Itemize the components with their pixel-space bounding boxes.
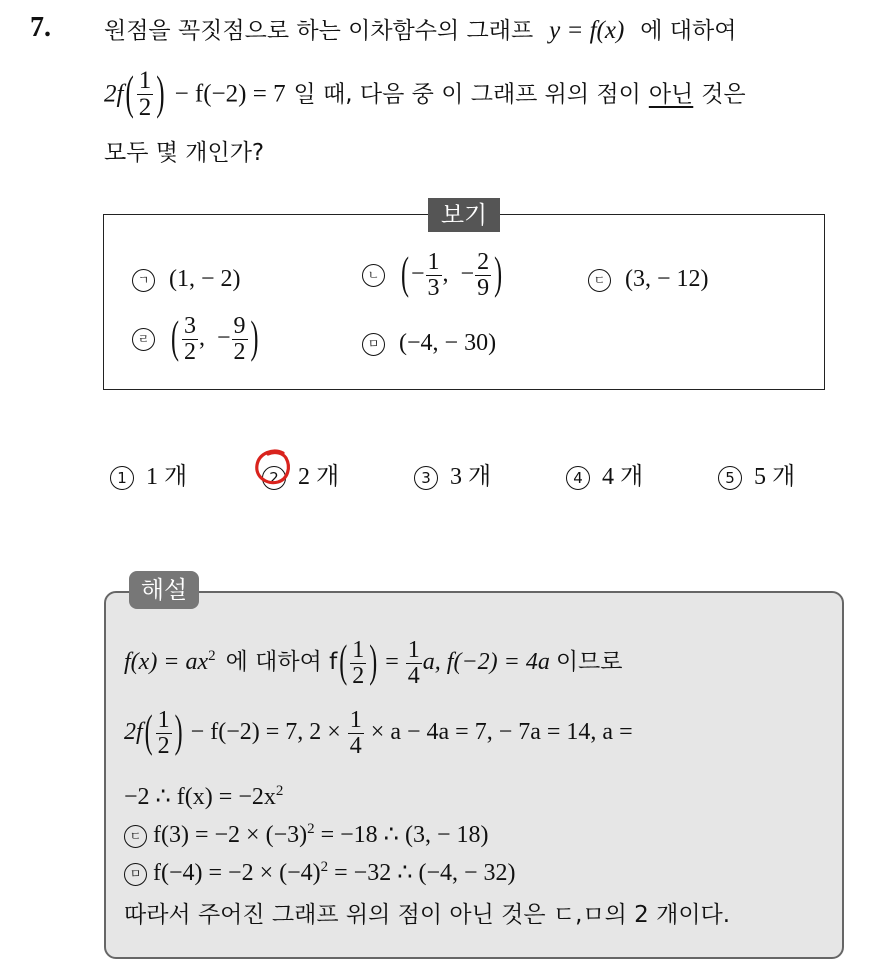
solution-line-2: 2f( $\frac{1}{2}$ ) − f(−2) = 7, 2 × $\frac{1}{4}$ × a − 4a = 7, − 7a = 14, a = (124, 707, 633, 760)
question-line-2: 2f( $\frac{1}{2}$ ) − f(−2) = 7 일 때, 다음 중 이 그래프 위의 점이 아닌 것은 (104, 67, 746, 122)
bogi-item-4: ㄹ ( $\frac{3}{2}$ , − $\frac{9}{2}$ ) (132, 314, 261, 365)
function-expression: y = f(x) (549, 17, 625, 44)
solution-label: 해설 (129, 571, 199, 609)
bogi-item-2: ㄴ (− $\frac{1}{3}$ , − $\frac{2}{9}$ ) (362, 250, 504, 301)
solution-line-4: ㄷ $f(3) = -2 \times (-3)^2 = -18$ ∴ (3, − 18) (124, 820, 488, 849)
question-line-3: 모두 몇 개인가? (104, 140, 265, 166)
choice-5[interactable]: 5 5 개 (718, 456, 795, 491)
solution-line-5: ㅁ $f(-4) = -2 \times (-4)^2 = -32$ ∴ (−4, − 32) (124, 858, 516, 887)
choice-3[interactable]: 3 3 개 (414, 456, 491, 491)
solution-line-6: 따라서 주어진 그래프 위의 점이 아닌 것은 ㄷ,ㅁ의 2 개이다. (124, 902, 731, 928)
fraction-half: $\frac{1}{2}$ (138, 67, 152, 122)
bogi-label: 보기 (428, 198, 500, 232)
solution-line-1: $f(x) = ax^2$ 에 대하여 f( $\frac{1}{2}$ ) = $\frac{1}{4}$ a, f(−2) = 4a 이므로 (124, 637, 623, 690)
choice-4[interactable]: 4 4 개 (566, 456, 643, 491)
choice-2[interactable]: 2 2 개 (262, 456, 339, 491)
question-number: 7. (30, 12, 51, 43)
selection-circle-icon (253, 447, 293, 487)
question-line-1: 원점을 꼭짓점으로 하는 이차함수의 그래프 y = f(x) 에 대하여 (104, 17, 737, 44)
bogi-item-5: ㅁ (−4, − 30) (362, 330, 496, 357)
choice-1[interactable]: 1 1 개 (110, 456, 187, 491)
bogi-item-1: ㄱ (1, − 2) (132, 266, 241, 293)
solution-line-3: −2 ∴ $f(x) = -2x^2$ (124, 783, 284, 810)
bogi-item-3: ㄷ (3, − 12) (588, 266, 709, 293)
underlined-word: 아닌 (648, 81, 694, 108)
